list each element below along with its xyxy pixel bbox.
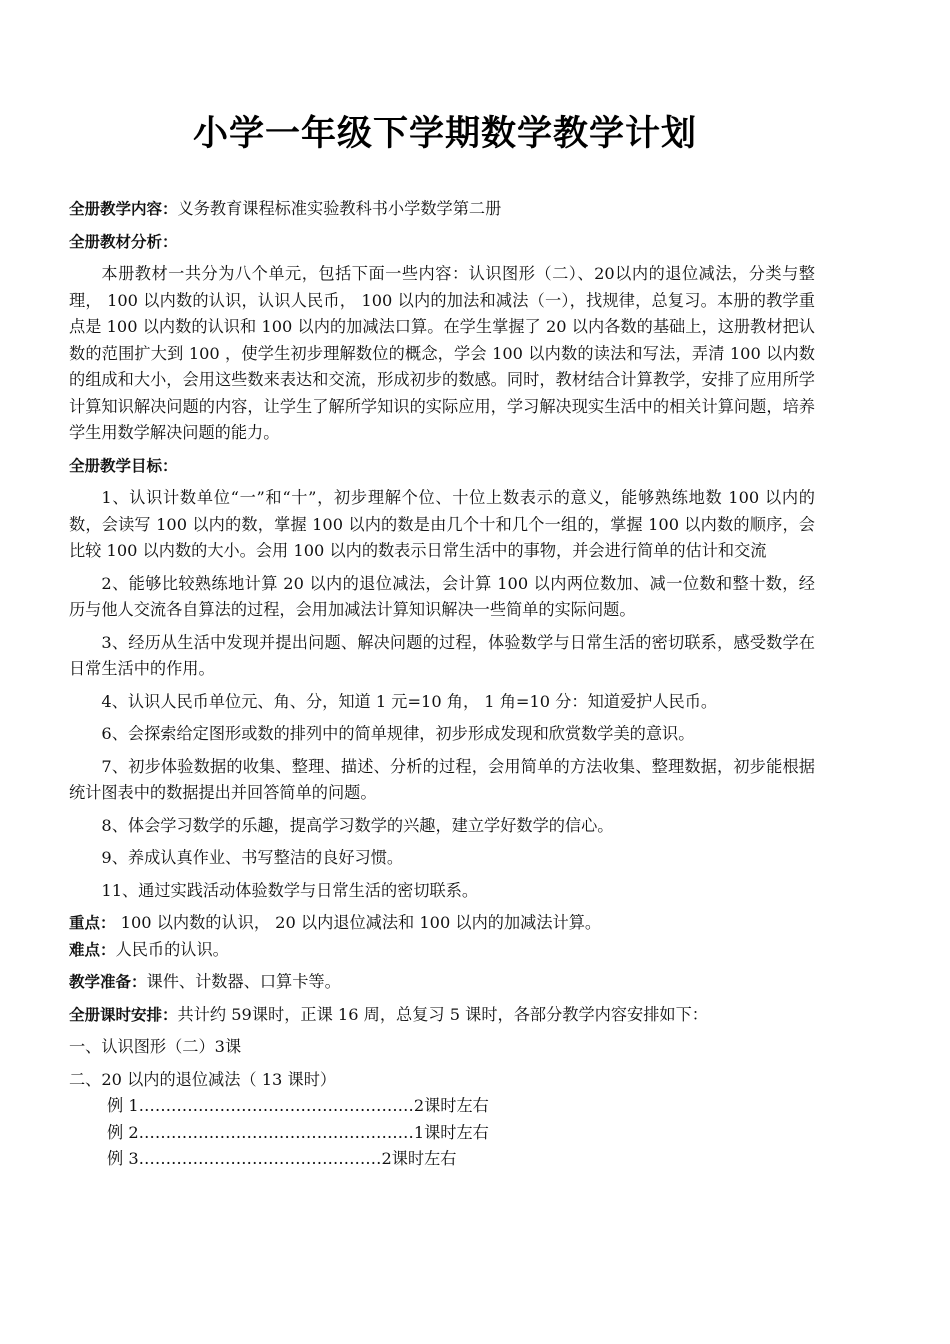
goal-item: 4、认识人民币单位元、角、分，知道 1 元=10 角， 1 角=10 分：知道爱护人民币。 (101, 691, 718, 711)
analysis-label: 全册教材分析： (69, 232, 178, 251)
unit-item: 一、认识图形（二）3课 (69, 1037, 242, 1056)
difficulties-label: 难点： (69, 940, 116, 959)
example-item: 例 2……………………………………………1课时左右 (107, 1122, 489, 1142)
example-item: 例 3………………………………………2课时左右 (107, 1149, 457, 1168)
document-body (69, 196, 815, 1173)
key-points-text: 100 以内数的认识， 20 以内退位减法和 100 以内的加减法计算。 (115, 913, 602, 932)
goal-item: 11、通过实践活动体验数学与日常生活的密切联系。 (101, 880, 479, 900)
goal-item: 6、会探索给定图形或数的排列中的简单规律，初步形成发现和欣赏数学美的意识。 (101, 724, 695, 743)
key-points-line (69, 910, 815, 937)
goal-item: 9、养成认真作业、书写整洁的良好习惯。 (101, 848, 404, 867)
preparation-text: 课件、计数器、口算卡等。 (146, 972, 341, 991)
preparation-label: 教学准备： (69, 973, 147, 991)
preparation-line (69, 969, 815, 996)
schedule-text: 共计约 59课时，正课 16 周，总复习 5 课时，各部分教学内容安排如下： (177, 1004, 708, 1024)
schedule-line (69, 1002, 815, 1029)
goal-item: 1、认识计数单位“一”和“十”，初步理解个位、十位上数表示的意义，能够熟练地数 100 以内的数，会读写 100 以内的数，掌握 100 以内的数是由几个十和几个一组的，掌握 100 以内数的顺序，会比较 100 以内数的大小。会用 100 以内的数表示日常生活中的事物，并会进行简单的估计和交流 (69, 488, 815, 560)
analysis-heading (69, 229, 815, 256)
goal-item: 8、体会学习数学的乐趣，提高学习数学的兴趣，建立学好数学的信心。 (101, 815, 614, 835)
goal-item: 3、经历从生活中发现并提出问题、解决问题的过程，体验数学与日常生活的密切联系，感受数学在日常生活中的作用。 (69, 632, 815, 678)
schedule-label: 全册课时安排： (69, 1005, 178, 1024)
difficulties-line (69, 937, 815, 964)
example-item: 例 1……………………………………………2课时左右 (107, 1096, 489, 1115)
difficulties-text: 人民币的认识。 (115, 939, 229, 959)
goals-label: 全册教学目标： (69, 456, 178, 475)
content-line (69, 196, 815, 223)
content-label: 全册教学内容： (69, 200, 178, 218)
document-title: 小学一年级下学期数学教学计划 (192, 114, 697, 154)
goal-item: 2、能够比较熟练地计算 20 以内的退位减法，会计算 100 以内两位数加、减一位数和整十数，经历与他人交流各自算法的过程，会用加减法计算知识解决一些简单的实际问题。 (69, 573, 815, 619)
unit-item: 二、20 以内的退位减法（ 13 课时） (69, 1069, 337, 1089)
goals-heading (69, 453, 815, 480)
goal-item: 7、初步体验数据的收集、整理、描述、分析的过程，会用简单的方法收集、整理数据，初步能根据统计图表中的数据提出并回答简单的问题。 (69, 756, 815, 802)
content-text: 义务教育课程标准实验教科书小学数学第二册 (177, 199, 502, 218)
key-points-label: 重点： (69, 914, 116, 932)
analysis-paragraph: 本册教材一共分为八个单元，包括下面一些内容：认识图形（二）、20以内的退位减法，分类与整理， 100 以内数的认识，认识人民币， 100 以内的加法和减法（一），找规律，总复习。本册的教学重点是 100 以内数的认识和 100 以内的加减法口算。在学生掌握了 20 以内各数的基础上，这册教材把认数的范围扩大到 100 ，使学生初步理解数位的概念，学会 100 以内数的读法和写法，弄清 100 以内数的组成和大小，会用这些数来表达和交流，形成初步的数感。同时，教材结合计算教学，安排了应用所学计算知识解决问题的内容，让学生了解所学知识的实际应用，学习解决现实生活中的相关计算问题，培养学生用数学解决问题的能力。 (69, 264, 815, 442)
